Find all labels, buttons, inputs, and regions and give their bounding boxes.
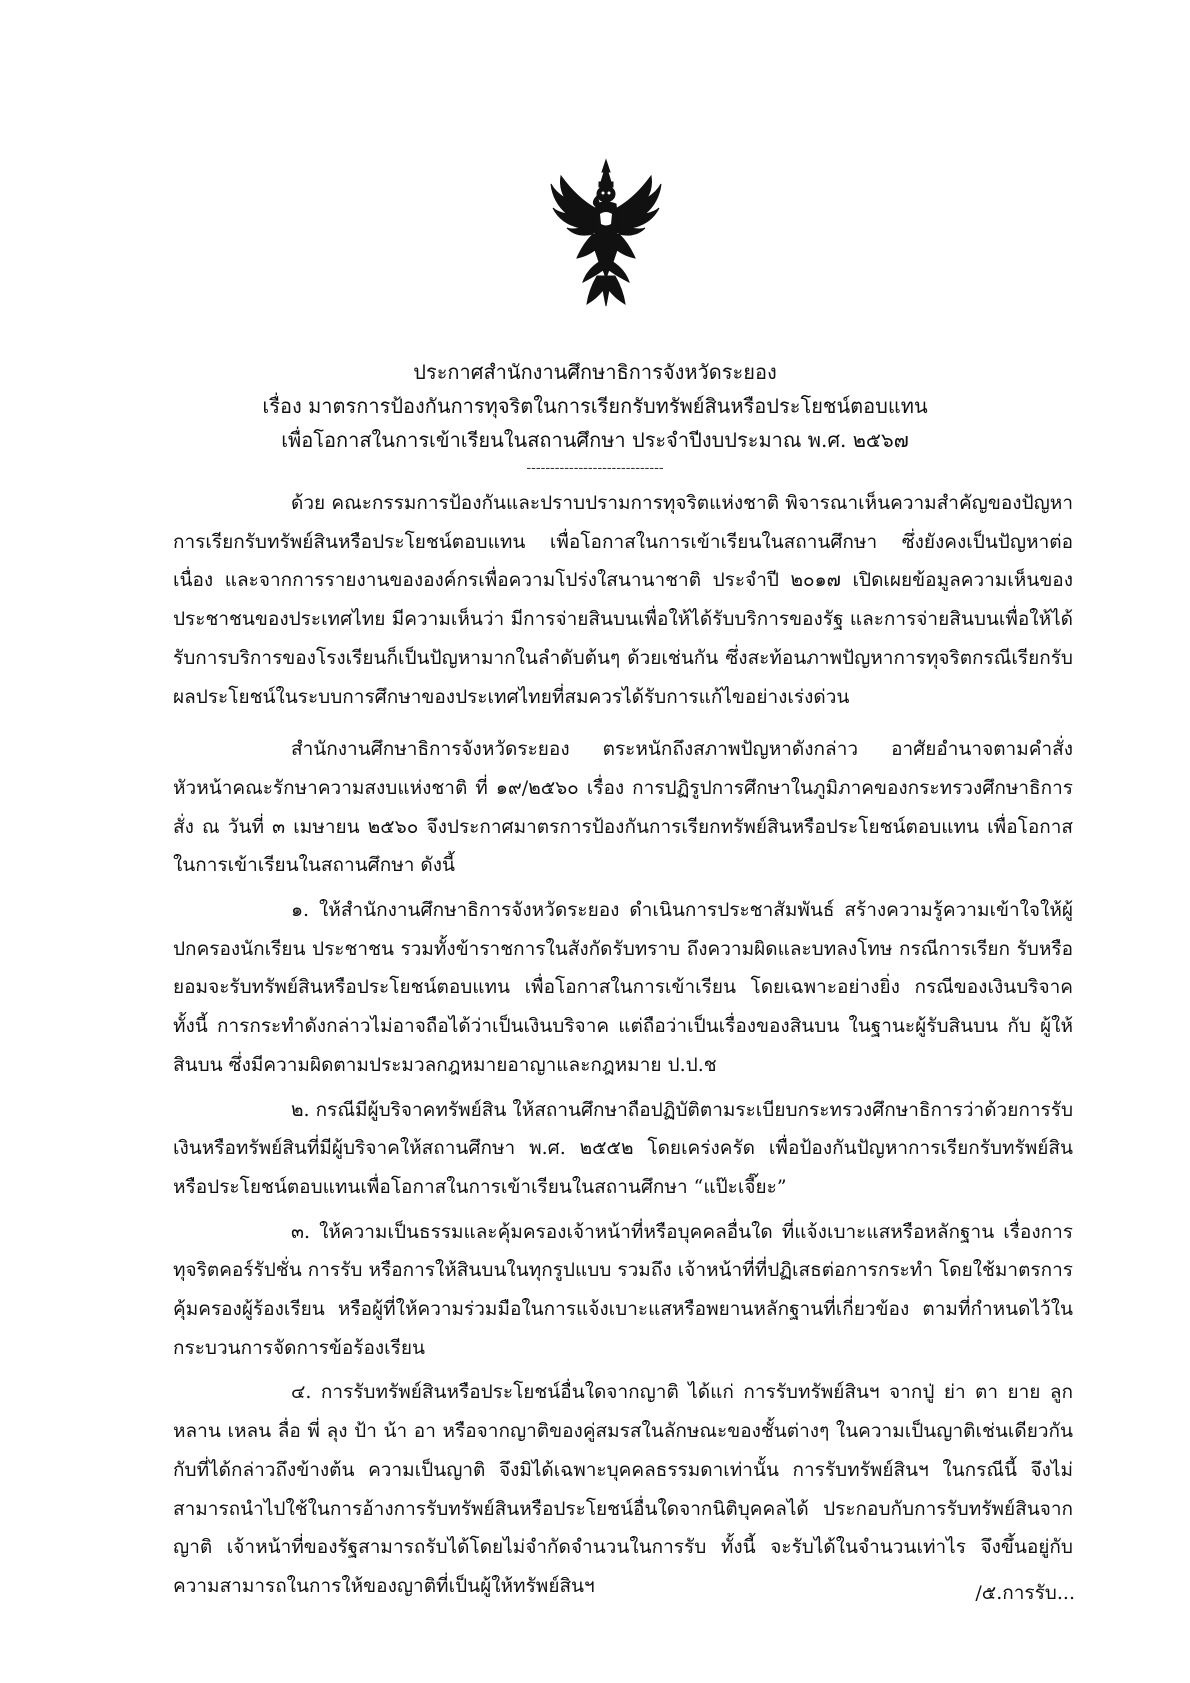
title-divider: -----------------------------: [526, 460, 664, 476]
announcement-body: [173, 484, 1073, 1606]
paragraph-authority: สำนักงานศึกษาธิการจังหวัดระยอง ตระหนักถึงสภาพปัญหาดังกล่าว อาศัยอำนาจตามคำสั่งหัวหน้าคณะรักษาความสงบแห่งชาติ ที่ ๑๙/๒๕๖๐ เรื่อง การปฏิรูปการศึกษาในภูมิภาคของกระทรวงศึกษาธิการ สั่ง ณ วันที่ ๓ เมษายน ๒๕๖๐ จึงประกาศมาตรการป้องกันการเรียกทรัพย์สินหรือประโยชน์ตอบแทน เพื่อโอกาสในการเข้าเรียนในสถานศึกษา ดังนี้: [173, 738, 1073, 877]
garuda-emblem-icon: [547, 158, 665, 308]
paragraph-measure-2: ๒. กรณีมีผู้บริจาคทรัพย์สิน ให้สถานศึกษาถือปฏิบัติตามระเบียบกระทรวงศึกษาธิการว่าด้วยการรับเงินหรือทรัพย์สินที่มีผู้บริจาคให้สถานศึกษา พ.ศ. ๒๕๕๒ โดยเคร่งครัด เพื่อป้องกันปัญหาการเรียกรับทรัพย์สินหรือประโยชน์ตอบแทนเพื่อโอกาสในการเข้าเรียนในสถานศึกษา “แป๊ะเจี๊ยะ”: [173, 1098, 1073, 1198]
title-line-2: เรื่อง มาตรการป้องกันการทุจริตในการเรียกรับทรัพย์สินหรือประโยชน์ตอบแทน: [262, 394, 928, 418]
announcement-title: [150, 355, 1040, 479]
title-line-3: เพื่อโอกาสในการเข้าเรียนในสถานศึกษา ประจำปีงบประมาณ พ.ศ. ๒๕๖๗: [281, 428, 909, 452]
paragraph-measure-3: ๓. ให้ความเป็นธรรมและคุ้มครองเจ้าหน้าที่หรือบุคคลอื่นใด ที่แจ้งเบาะแสหรือหลักฐาน เรื่องการทุจริตคอร์รัปชั่น การรับ หรือการให้สินบนในทุกรูปแบบ รวมถึง เจ้าหน้าที่ที่ปฏิเสธต่อการกระทำ โดยใช้มาตรการคุ้มครองผู้ร้องเรียน หรือผู้ที่ให้ความร่วมมือในการแจ้งเบาะแสหรือพยานหลักฐานที่เกี่ยวข้อง ตามที่กำหนดไว้ในกระบวนการจัดการข้อร้องเรียน: [173, 1220, 1073, 1359]
paragraph-measure-4: ๔. การรับทรัพย์สินหรือประโยชน์อื่นใดจากญาติ ได้แก่ การรับทรัพย์สินฯ จากปู่ ย่า ตา ยาย ลูก หลาน เหลน ลื่อ พี่ ลุง ป้า น้า อา หรือจากญาติของคู่สมรสในลักษณะของชั้นต่างๆ ในความเป็นญาติเช่นเดียวกันกับที่ได้กล่าวถึงข้างต้น ความเป็นญาติ จึงมิได้เฉพาะบุคคลธรรมดาเท่านั้น การรับทรัพย์สินฯ ในกรณีนี้ จึงไม่สามารถนำไปใช้ในการอ้างการรับทรัพย์สินหรือประโยชน์อื่นใดจากนิติบุคคลได้ ประกอบกับการรับทรัพย์สินจากญาติ เจ้าหน้าที่ของรัฐสามารถรับได้โดยไม่จำกัดจำนวนในการรับ ทั้งนี้ จะรับได้ในจำนวนเท่าไร จึงขึ้นอยู่กับความสามารถในการให้ของญาติที่เป็นผู้ให้ทรัพย์สินฯ: [173, 1381, 1073, 1597]
paragraph-measure-1: ๑. ให้สำนักงานศึกษาธิการจังหวัดระยอง ดำเนินการประชาสัมพันธ์ สร้างความรู้ความเข้าใจให้ผู้ปกครองนักเรียน ประชาชน รวมทั้งข้าราชการในสังกัดรับทราบ ถึงความผิดและบทลงโทษ กรณีการเรียก รับหรือยอมจะรับทรัพย์สินหรือประโยชน์ตอบแทน เพื่อโอกาสในการเข้าเรียน โดยเฉพาะอย่างยิ่ง กรณีของเงินบริจาค ทั้งนี้ การกระทำดังกล่าวไม่อาจถือได้ว่าเป็นเงินบริจาค แต่ถือว่าเป็นเรื่องของสินบน ในฐานะผู้รับสินบน กับ ผู้ให้สินบน ซึ่งมีความผิดตามประมวลกฎหมายอาญาและกฎหมาย ป.ป.ช: [173, 899, 1073, 1076]
title-line-1: ประกาศสำนักงานศึกษาธิการจังหวัดระยอง: [413, 360, 777, 384]
continuation-marker: /๕.การรับ...: [975, 1582, 1075, 1604]
paragraph-intro: ด้วย คณะกรรมการป้องกันและปราบปรามการทุจริตแห่งชาติ พิจารณาเห็นความสำคัญของปัญหาการเรียกรับทรัพย์สินหรือประโยชน์ตอบแทน เพื่อโอกาสในการเข้าเรียนในสถานศึกษา ซึ่งยังคงเป็นปัญหาต่อเนื่อง และจากการรายงานขององค์กรเพื่อความโปร่งใสนานาชาติ ประจำปี ๒๐๑๗ เปิดเผยข้อมูลความเห็นของประชาชนของประเทศไทย มีความเห็นว่า มีการจ่ายสินบนเพื่อให้ได้รับบริการของรัฐ และการจ่ายสินบนเพื่อให้ได้รับการบริการของโรงเรียนก็เป็นปัญหามากในลำดับต้นๆ ด้วยเช่นกัน ซึ่งสะท้อนภาพปัญหาการทุจริตกรณีเรียกรับผลประโยชน์ในระบบการศึกษาของประเทศไทยที่สมควรได้รับการแก้ไขอย่างเร่งด่วน: [173, 492, 1073, 708]
